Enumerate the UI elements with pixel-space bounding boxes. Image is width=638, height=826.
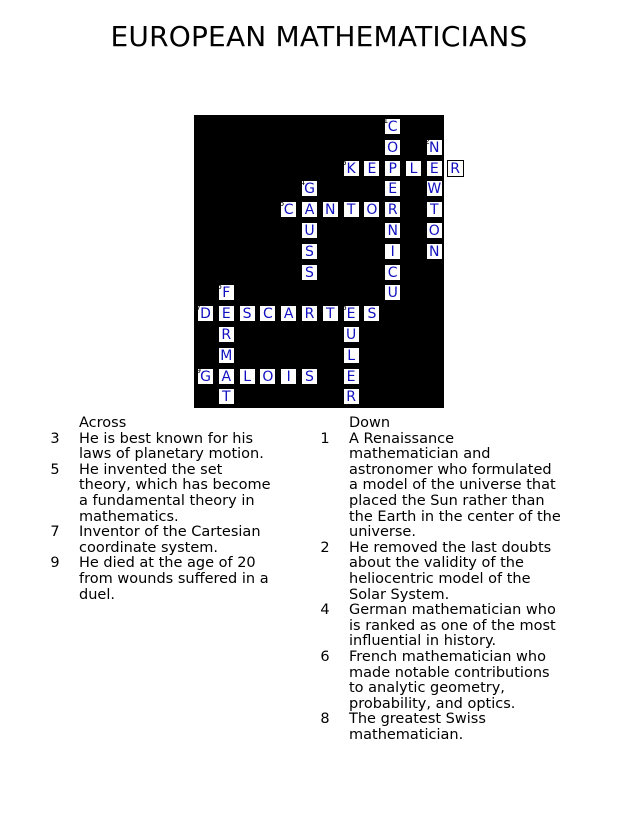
cell-letter: T xyxy=(430,202,439,219)
cell-letter: N xyxy=(387,223,398,239)
cell-number: 4 xyxy=(300,178,306,188)
clue-number: 6 xyxy=(320,648,330,665)
grid-cell[interactable] xyxy=(301,368,318,385)
grid-cell[interactable] xyxy=(196,365,214,385)
cell-letter: C xyxy=(263,306,273,323)
grid-cell[interactable] xyxy=(301,201,318,218)
clue-number: 9 xyxy=(50,555,60,572)
cell-letter: P xyxy=(388,160,397,177)
grid-cell[interactable] xyxy=(239,305,256,322)
cell-letter: M xyxy=(220,347,233,364)
cell-letter: E xyxy=(388,181,398,198)
grid-cell[interactable] xyxy=(343,388,360,405)
clue-item xyxy=(318,650,563,712)
cell-letter: K xyxy=(346,160,356,177)
grid-cell[interactable] xyxy=(322,305,339,322)
clue-number: 7 xyxy=(50,524,60,541)
across-clues xyxy=(48,416,278,603)
grid-cell[interactable] xyxy=(384,201,401,218)
grid-cell[interactable] xyxy=(384,243,401,260)
grid-cell[interactable] xyxy=(426,243,443,260)
cell-letter: S xyxy=(305,368,314,385)
cell-letter: R xyxy=(450,160,460,177)
clue-text: He died at the age of 20 from wounds suffered in a duel. xyxy=(79,555,269,603)
cell-letter: N xyxy=(429,243,440,260)
clue-item xyxy=(318,712,563,743)
grid-cell[interactable] xyxy=(280,305,297,322)
clue-item xyxy=(318,541,563,603)
cell-letter: U xyxy=(387,285,398,302)
grid-cell[interactable] xyxy=(343,201,360,218)
clue-number: 1 xyxy=(320,430,330,447)
clue-item xyxy=(48,432,278,463)
grid-cell[interactable] xyxy=(384,222,401,239)
grid-cell[interactable] xyxy=(218,368,235,385)
cell-letter: T xyxy=(222,389,231,406)
grid-cell[interactable] xyxy=(218,284,235,301)
grid-cell[interactable] xyxy=(259,368,276,385)
clue-text: He is best known for his laws of planetary motion. xyxy=(79,430,264,463)
grid-cell[interactable] xyxy=(447,160,464,177)
cell-letter: I xyxy=(390,243,395,260)
grid-cell[interactable] xyxy=(384,160,401,177)
down-heading: Down xyxy=(349,415,391,431)
grid-cell[interactable] xyxy=(343,326,360,343)
cell-letter: O xyxy=(428,223,440,239)
cell-letter: W xyxy=(427,181,442,198)
cell-letter: S xyxy=(242,306,252,323)
grid-cell[interactable] xyxy=(343,305,360,322)
cell-letter: F xyxy=(222,285,231,302)
cell-letter: T xyxy=(346,202,356,219)
cell-letter: U xyxy=(345,327,357,343)
grid-cell[interactable] xyxy=(426,180,443,197)
cell-number: 2 xyxy=(424,136,430,146)
cell-letter: N xyxy=(325,202,336,219)
cell-letter: E xyxy=(429,160,439,177)
grid-cell[interactable] xyxy=(197,305,214,322)
grid-cell[interactable] xyxy=(384,284,401,301)
clue-text: He invented the set theory, which has become a fundamental theory in mathematics. xyxy=(79,461,271,525)
cell-letter: T xyxy=(326,306,335,323)
cell-letter: E xyxy=(346,368,356,385)
grid-cell[interactable] xyxy=(218,347,235,364)
cell-number: 7 xyxy=(196,303,202,313)
grid-cell[interactable] xyxy=(405,160,422,177)
grid-cell[interactable] xyxy=(384,264,401,281)
cell-letter: E xyxy=(346,306,356,323)
cell-letter: I xyxy=(286,368,291,385)
grid-cell[interactable] xyxy=(363,201,380,218)
grid-cell[interactable] xyxy=(259,305,276,322)
clue-text: French mathematician who made notable contributions to analytic geometry, probability, and optics. xyxy=(349,648,550,712)
grid-cell[interactable] xyxy=(218,305,235,322)
grid-cell[interactable] xyxy=(301,222,318,239)
cell-letter: O xyxy=(262,368,274,385)
cell-letter: A xyxy=(304,202,315,219)
cell-number: 6 xyxy=(216,282,222,292)
grid-cell[interactable] xyxy=(218,326,235,343)
cell-number: 3 xyxy=(341,157,347,167)
grid-cell[interactable] xyxy=(280,201,297,218)
cell-letter: L xyxy=(347,347,355,364)
clue-number: 3 xyxy=(50,430,60,447)
cell-letter: E xyxy=(367,160,377,177)
cell-letter: R xyxy=(346,389,356,406)
cell-number: 9 xyxy=(196,365,202,375)
cell-letter: S xyxy=(305,264,314,281)
clue-text: A Renaissance mathematician and astronomer who formulated a model of the universe that placed the Sun rather than the Earth in the center of the universe. xyxy=(349,430,561,541)
grid-cell[interactable] xyxy=(301,264,318,281)
grid-cell[interactable] xyxy=(426,160,443,177)
grid-cell[interactable] xyxy=(301,180,318,197)
clue-item xyxy=(318,432,563,541)
cell-letter: O xyxy=(366,202,378,219)
clue-text: Inventor of the Cartesian coordinate system. xyxy=(79,524,261,556)
down-clues xyxy=(318,416,563,743)
cell-letter: R xyxy=(304,306,315,323)
grid-cell[interactable] xyxy=(343,347,360,364)
grid-cell[interactable] xyxy=(384,139,401,156)
clue-item xyxy=(48,525,278,556)
grid-cell[interactable] xyxy=(426,222,443,239)
clue-item xyxy=(48,463,278,525)
cell-letter: U xyxy=(304,223,315,239)
clue-text: German mathematician who is ranked as one of the most influential in history. xyxy=(349,602,556,650)
cell-letter: A xyxy=(221,368,232,385)
cell-letter: S xyxy=(367,306,377,323)
crossword-grid xyxy=(194,115,460,408)
cell-letter: L xyxy=(409,160,418,177)
grid-cell[interactable] xyxy=(218,388,235,405)
clue-text: The greatest Swiss mathematician. xyxy=(349,711,486,743)
clue-number: 5 xyxy=(50,461,60,478)
clue-number: 8 xyxy=(320,711,330,728)
grid-cell[interactable] xyxy=(322,201,339,218)
across-heading: Across xyxy=(79,415,127,431)
clue-number: 2 xyxy=(320,539,330,556)
grid-cell[interactable] xyxy=(384,180,401,197)
grid-cell[interactable] xyxy=(384,118,401,135)
cell-number: 5 xyxy=(279,199,285,209)
grid-cell[interactable] xyxy=(239,368,256,385)
grid-cell[interactable] xyxy=(424,136,443,156)
grid-cell[interactable] xyxy=(363,305,380,322)
cell-letter: G xyxy=(304,181,315,198)
cell-letter: C xyxy=(387,119,398,135)
cell-letter: S xyxy=(305,243,314,260)
cell-letter: C xyxy=(283,202,294,219)
cell-letter: L xyxy=(243,368,251,385)
cell-letter: R xyxy=(221,327,232,343)
cell-letter: R xyxy=(387,202,398,219)
grid-cell[interactable] xyxy=(341,157,360,177)
cell-letter: D xyxy=(200,306,211,323)
cell-letter: A xyxy=(283,306,294,323)
page-title: EUROPEAN MATHEMATICIANS xyxy=(110,20,528,53)
grid-cell[interactable] xyxy=(301,243,318,260)
cell-letter: C xyxy=(387,264,398,281)
cell-number: 8 xyxy=(341,303,347,313)
grid-cell[interactable] xyxy=(280,368,297,385)
clue-item xyxy=(318,603,563,650)
grid-cell[interactable] xyxy=(426,201,443,218)
cell-letter: G xyxy=(200,368,211,385)
grid-cell[interactable] xyxy=(343,368,360,385)
clue-item xyxy=(48,556,278,603)
cell-letter: O xyxy=(387,139,399,156)
grid-cell[interactable] xyxy=(363,160,380,177)
clue-number: 4 xyxy=(320,602,330,619)
grid-cell[interactable] xyxy=(301,305,318,322)
cell-letter: E xyxy=(221,306,231,323)
cell-number: 1 xyxy=(383,116,389,125)
cell-letter: N xyxy=(429,139,440,156)
clue-text: He removed the last doubts about the validity of the heliocentric model of the Solar System. xyxy=(349,539,552,603)
